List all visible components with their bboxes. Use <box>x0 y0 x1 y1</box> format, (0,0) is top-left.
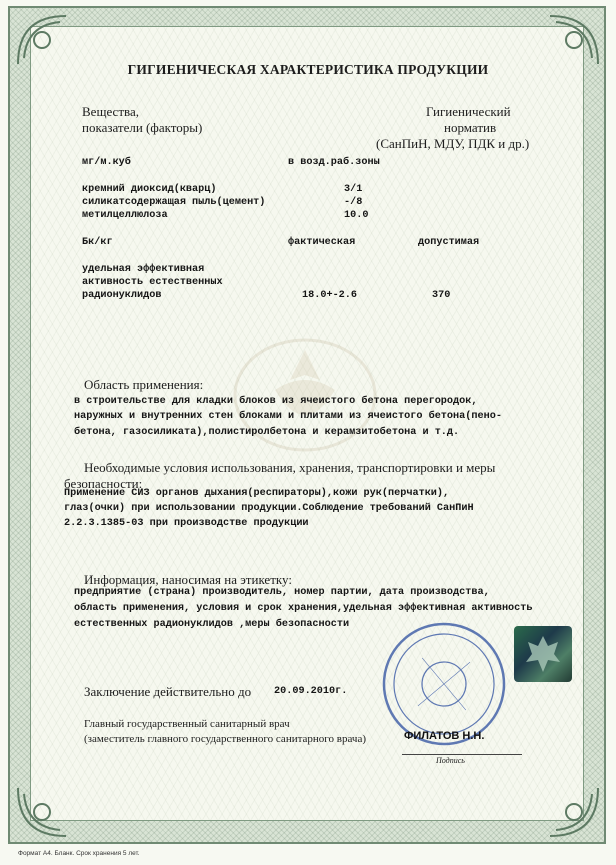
radio-actual-value: 18.0+-2.6 <box>302 290 358 301</box>
signature-caption: Подпись <box>436 756 465 765</box>
label-info-heading: Информация, наносимая на этикетку: <box>84 572 292 587</box>
application-line: наружных и внутренних стен блоками и плитами из ячеистого бетона(пено- <box>74 411 502 422</box>
corner-ornament-icon <box>546 784 602 840</box>
hologram-sticker <box>514 626 572 682</box>
document-title: ГИГИЕНИЧЕСКАЯ ХАРАКТЕРИСТИКА ПРОДУКЦИИ <box>127 62 489 77</box>
radio-allowed-header: допустимая <box>418 237 480 248</box>
air-row-value: 3/1 <box>344 184 363 195</box>
air-row-name: силикатсодержащая пыль(цемент) <box>82 197 266 208</box>
signature-line <box>402 754 522 755</box>
corner-ornament-icon <box>14 784 70 840</box>
conditions-line: глаз(очки) при использовании продукции.Соблюдение требований СанПиН <box>64 503 474 514</box>
application-line: в строительстве для кладки блоков из ячеистого бетона перегородок, <box>74 396 478 407</box>
column-left-line2: показатели (факторы) <box>82 120 203 135</box>
radio-name-line: активность естественных <box>82 277 223 288</box>
label-info-line: естественных радионуклидов ,меры безопасности <box>74 619 350 630</box>
application-line: бетона, газосиликата),полистиролбетона и керамзитобетона и т.д. <box>74 427 460 438</box>
label-info-line: предприятие (страна) производитель, номер партии, дата производства, <box>74 587 490 598</box>
form-footer: Формат А4. Бланк. Срок хранения 5 лет. <box>18 850 140 857</box>
conditions-heading-line1: Необходимые условия использования, хранения, транспортировки и меры <box>84 460 496 475</box>
air-row-name: метилцеллюлоза <box>82 210 168 221</box>
double-eagle-icon <box>514 626 572 682</box>
conditions-line: 2.2.3.1385-03 при производстве продукции <box>64 518 309 529</box>
corner-ornament-icon <box>14 12 70 68</box>
corner-ornament-icon <box>546 12 602 68</box>
column-right-line3: (СанПиН, МДУ, ПДК и др.) <box>376 136 530 151</box>
official-stamp-icon <box>380 620 508 748</box>
validity-label: Заключение действительно до <box>84 684 252 699</box>
air-zone: в возд.раб.зоны <box>288 157 380 168</box>
radio-name-line: удельная эффективная <box>82 264 205 275</box>
radio-unit: Бк/кг <box>82 237 113 248</box>
column-right-line1: Гигиенический <box>426 104 511 119</box>
air-row-value: 10.0 <box>344 210 369 221</box>
application-heading: Область применения: <box>84 377 204 392</box>
signatory-title: Главный государственный санитарный врач <box>84 718 290 730</box>
column-left-line1: Вещества, <box>82 104 139 119</box>
radio-actual-header: фактическая <box>288 237 356 248</box>
signatory-name: ФИЛАТОВ Н.Н. <box>404 730 485 742</box>
conditions-line: Применение СИЗ органов дыхания(респираторы),кожи рук(перчатки), <box>64 488 450 499</box>
column-right-line2: норматив <box>444 120 497 135</box>
air-row-value: -/8 <box>344 197 363 208</box>
air-unit: мг/м.куб <box>82 157 131 168</box>
validity-date: 20.09.2010г. <box>274 686 348 697</box>
signatory-deputy-title: (заместитель главного государственного санитарного врача) <box>84 733 367 745</box>
air-row-name: кремний диоксид(кварц) <box>82 184 217 195</box>
radio-name-line: радионуклидов <box>82 290 162 301</box>
label-info-line: область применения, условия и срок хранения,удельная эффективная активность <box>74 603 533 614</box>
conditions-heading-line2: безопасности: <box>64 476 143 491</box>
radio-allowed-value: 370 <box>432 290 451 301</box>
emblem-watermark-icon <box>225 330 385 460</box>
